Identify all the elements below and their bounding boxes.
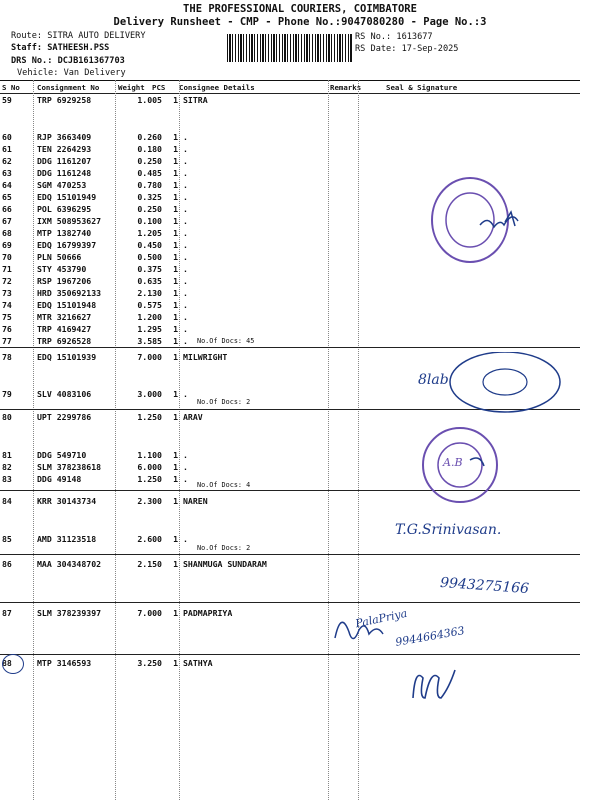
row-pcs: 1 xyxy=(173,336,178,346)
row-cons: SITRA xyxy=(183,95,208,105)
row-pcs: 1 xyxy=(173,300,178,310)
row-sno: 73 xyxy=(2,288,12,298)
row-cons: . xyxy=(183,192,188,202)
col-weight: Weight xyxy=(118,83,145,92)
row-pcs: 1 xyxy=(173,658,178,668)
row-wt: 0.180 xyxy=(137,144,162,154)
row-sno: 61 xyxy=(2,144,12,154)
row-cons: . xyxy=(183,288,188,298)
row-wt: 2.600 xyxy=(137,534,162,544)
row-cn: TEN 2264293 xyxy=(37,144,92,154)
row-sno: 65 xyxy=(2,192,12,202)
row-pcs: 1 xyxy=(173,180,178,190)
row-cn: MTR 3216627 xyxy=(37,312,92,322)
col-divider xyxy=(115,80,116,800)
row-cons: . xyxy=(183,450,188,460)
row-wt: 0.250 xyxy=(137,204,162,214)
row-pcs: 1 xyxy=(173,389,178,399)
row-cons: . xyxy=(183,462,188,472)
row-sno: 82 xyxy=(2,462,12,472)
row-sno: 62 xyxy=(2,156,12,166)
row-wt: 0.485 xyxy=(137,168,162,178)
row-cn: MTP 3146593 xyxy=(37,658,92,668)
runsheet-title: Delivery Runsheet - CMP - Phone No.:9047080280 - Page No.:3 xyxy=(113,16,487,28)
row-wt: 0.325 xyxy=(137,192,162,202)
row-cn: SGM 470253 xyxy=(37,180,87,190)
row-sno: 72 xyxy=(2,276,12,286)
row-cn: MAA 304348702 xyxy=(37,559,102,569)
row-pcs: 1 xyxy=(173,496,178,506)
row-cn: DDG 1161248 xyxy=(37,168,92,178)
row-cons: . xyxy=(183,216,188,226)
row-sno: 76 xyxy=(2,324,12,334)
col-remarks: Remarks xyxy=(330,83,362,92)
row-cons: . xyxy=(183,534,188,544)
row-cons: . xyxy=(183,228,188,238)
drs-number: DRS No.: DCJB161367703 xyxy=(11,56,125,66)
signature-79: 8lab xyxy=(418,372,449,388)
row-wt: 1.250 xyxy=(137,412,162,422)
row-pcs: 1 xyxy=(173,276,178,286)
row-cons: . xyxy=(183,264,188,274)
signature-87: PalaPriya xyxy=(354,606,409,631)
row-pcs: 1 xyxy=(173,264,178,274)
row-cons: . xyxy=(183,324,188,334)
row-wt: 1.005 xyxy=(137,95,162,105)
row-sno: 74 xyxy=(2,300,12,310)
route: Route: SITRA AUTO DELIVERY xyxy=(11,31,146,41)
row-cn: SLM 378239397 xyxy=(37,608,102,618)
row-cn: RSP 1967206 xyxy=(37,276,92,286)
stamp-80-text: A.B xyxy=(443,456,463,469)
col-divider xyxy=(328,80,329,800)
signature-85: T.G.Srinivasan. xyxy=(395,522,502,538)
row-sno: 64 xyxy=(2,180,12,190)
row-sno: 85 xyxy=(2,534,12,544)
row-wt: 7.000 xyxy=(137,608,162,618)
row-cn: EDQ 15101949 xyxy=(37,192,97,202)
row-cons: NAREN xyxy=(183,496,208,506)
row-cons: MILWRIGHT xyxy=(183,352,228,362)
row-sno: 66 xyxy=(2,204,12,214)
row-wt: 0.635 xyxy=(137,276,162,286)
row-sno: 80 xyxy=(2,412,12,422)
row-cons: SHANMUGA SUNDARAM xyxy=(183,559,267,569)
col-pcs: PCS xyxy=(152,83,166,92)
row-wt: 0.450 xyxy=(137,240,162,250)
row-wt: 0.260 xyxy=(137,132,162,142)
row-wt: 2.150 xyxy=(137,559,162,569)
row-cn: TRP 6926528 xyxy=(37,336,92,346)
row-wt: 0.575 xyxy=(137,300,162,310)
row-cons: . xyxy=(183,336,188,346)
rs-number: RS No.: 1613677 xyxy=(355,32,433,42)
row-wt: 0.375 xyxy=(137,264,162,274)
group-separator xyxy=(0,554,580,555)
row-sno: 87 xyxy=(2,608,12,618)
row-cn: EDQ 16799397 xyxy=(37,240,97,250)
row-cn: RJP 3663409 xyxy=(37,132,92,142)
row-cons: . xyxy=(183,180,188,190)
col-seal: Seal & Signature xyxy=(386,83,458,92)
row-cons: . xyxy=(183,168,188,178)
row-pcs: 1 xyxy=(173,204,178,214)
row-wt: 1.250 xyxy=(137,474,162,484)
row-sno: 81 xyxy=(2,450,12,460)
row-pcs: 1 xyxy=(173,240,178,250)
vehicle: Vehicle: Van Delivery xyxy=(17,68,126,78)
row-pcs: 1 xyxy=(173,559,178,569)
col-divider xyxy=(358,80,359,800)
row-sno: 71 xyxy=(2,264,12,274)
row-cn: IXM 508953627 xyxy=(37,216,102,226)
row-wt: 0.780 xyxy=(137,180,162,190)
row-cons: . xyxy=(183,300,188,310)
row-pcs: 1 xyxy=(173,144,178,154)
row-wt: 6.000 xyxy=(137,462,162,472)
circled-row-marker xyxy=(2,654,24,674)
row-cons: ARAV xyxy=(183,412,203,422)
row-pcs: 1 xyxy=(173,352,178,362)
row-pcs: 1 xyxy=(173,252,178,262)
row-sno: 78 xyxy=(2,352,12,362)
row-cons: . xyxy=(183,156,188,166)
col-divider xyxy=(179,80,180,800)
rs-date: RS Date: 17-Sep-2025 xyxy=(355,44,459,54)
row-wt: 2.300 xyxy=(137,496,162,506)
row-cons: . xyxy=(183,144,188,154)
docs-count: No.Of Docs: 2 xyxy=(197,398,251,406)
row-cn: DDG 49148 xyxy=(37,474,82,484)
row-cn: POL 6396295 xyxy=(37,204,92,214)
row-sno: 75 xyxy=(2,312,12,322)
row-cn: MTP 1382740 xyxy=(37,228,92,238)
row-cn: DDG 549710 xyxy=(37,450,87,460)
row-pcs: 1 xyxy=(173,156,178,166)
signature-86: 9943275166 xyxy=(439,574,530,598)
group-separator xyxy=(0,654,580,655)
row-cn: EDQ 15101948 xyxy=(37,300,97,310)
row-pcs: 1 xyxy=(173,534,178,544)
row-cons: . xyxy=(183,474,188,484)
row-sno: 77 xyxy=(2,336,12,346)
row-pcs: 1 xyxy=(173,474,178,484)
row-sno: 68 xyxy=(2,228,12,238)
row-sno: 67 xyxy=(2,216,12,226)
col-divider xyxy=(33,80,34,800)
col-consignee: Consignee Details xyxy=(179,83,255,92)
company-name: THE PROFESSIONAL COURIERS, COIMBATORE xyxy=(183,3,417,15)
row-pcs: 1 xyxy=(173,324,178,334)
row-cn: UPT 2299786 xyxy=(37,412,92,422)
row-pcs: 1 xyxy=(173,412,178,422)
row-cn: KRR 30143734 xyxy=(37,496,97,506)
row-pcs: 1 xyxy=(173,192,178,202)
row-pcs: 1 xyxy=(173,168,178,178)
row-wt: 1.100 xyxy=(137,450,162,460)
row-cn: TRP 4169427 xyxy=(37,324,92,334)
row-wt: 3.000 xyxy=(137,389,162,399)
signature-87-phone: 9944664363 xyxy=(394,624,466,649)
row-cons: . xyxy=(183,389,188,399)
row-cons: PADMAPRIYA xyxy=(183,608,233,618)
row-pcs: 1 xyxy=(173,608,178,618)
barcode xyxy=(227,34,352,62)
row-cn: PLN 50666 xyxy=(37,252,82,262)
group-separator xyxy=(0,602,580,603)
row-sno: 84 xyxy=(2,496,12,506)
row-sno: 88 xyxy=(2,658,12,668)
row-wt: 1.295 xyxy=(137,324,162,334)
seal-stamp-sitra xyxy=(425,170,545,280)
table-top-rule xyxy=(0,80,580,81)
row-wt: 1.205 xyxy=(137,228,162,238)
row-pcs: 1 xyxy=(173,288,178,298)
row-cons: . xyxy=(183,132,188,142)
col-consignment: Consignment No xyxy=(37,83,100,92)
header-bottom-rule xyxy=(0,93,580,94)
row-wt: 1.200 xyxy=(137,312,162,322)
row-cons: . xyxy=(183,312,188,322)
row-pcs: 1 xyxy=(173,132,178,142)
row-cn: SLV 4083106 xyxy=(37,389,92,399)
row-sno: 63 xyxy=(2,168,12,178)
row-cons: . xyxy=(183,252,188,262)
signature-88 xyxy=(405,660,465,705)
docs-count: No.Of Docs: 4 xyxy=(197,481,251,489)
row-sno: 60 xyxy=(2,132,12,142)
row-sno: 79 xyxy=(2,389,12,399)
row-sno: 83 xyxy=(2,474,12,484)
row-cn: EDQ 15101939 xyxy=(37,352,97,362)
row-wt: 0.250 xyxy=(137,156,162,166)
col-sno: S No xyxy=(2,83,20,92)
row-cons: SATHYA xyxy=(183,658,213,668)
row-sno: 70 xyxy=(2,252,12,262)
staff: Staff: SATHEESH.PSS xyxy=(11,43,110,53)
row-wt: 3.250 xyxy=(137,658,162,668)
row-cn: DDG 1161207 xyxy=(37,156,92,166)
row-sno: 86 xyxy=(2,559,12,569)
docs-count: No.Of Docs: 2 xyxy=(197,544,251,552)
row-pcs: 1 xyxy=(173,95,178,105)
row-wt: 0.500 xyxy=(137,252,162,262)
row-wt: 7.000 xyxy=(137,352,162,362)
row-cons: . xyxy=(183,276,188,286)
row-pcs: 1 xyxy=(173,312,178,322)
row-cons: . xyxy=(183,204,188,214)
row-cons: . xyxy=(183,240,188,250)
row-pcs: 1 xyxy=(173,450,178,460)
docs-count: No.Of Docs: 45 xyxy=(197,337,255,345)
row-wt: 3.585 xyxy=(137,336,162,346)
row-cn: AMD 31123518 xyxy=(37,534,97,544)
row-wt: 0.100 xyxy=(137,216,162,226)
row-cn: STY 453790 xyxy=(37,264,87,274)
row-pcs: 1 xyxy=(173,228,178,238)
row-pcs: 1 xyxy=(173,462,178,472)
row-pcs: 1 xyxy=(173,216,178,226)
row-wt: 2.130 xyxy=(137,288,162,298)
row-cn: HRD 350692133 xyxy=(37,288,102,298)
row-sno: 69 xyxy=(2,240,12,250)
group-separator xyxy=(0,347,580,348)
row-cn: SLM 378238618 xyxy=(37,462,102,472)
row-cn: TRP 6929258 xyxy=(37,95,92,105)
row-sno: 59 xyxy=(2,95,12,105)
